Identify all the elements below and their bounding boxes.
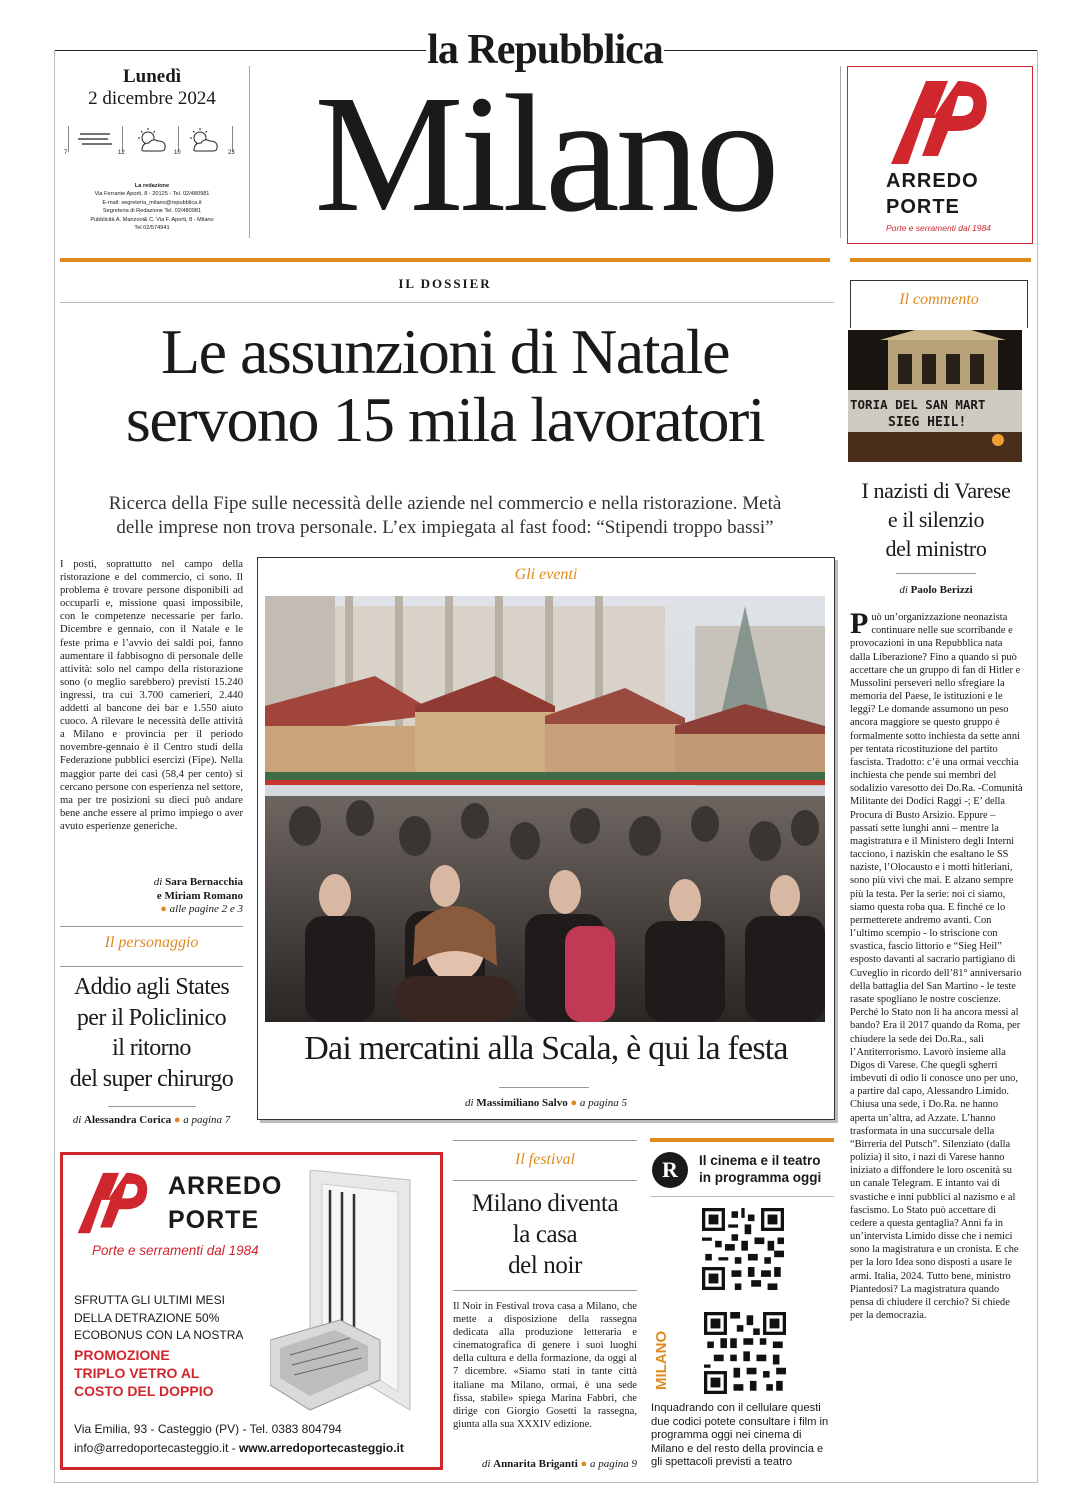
byline-author: Massimiliano Salvo xyxy=(476,1097,568,1109)
section-divider xyxy=(60,926,243,927)
events-headline[interactable]: Dai mercatini alla Scala, è qui la festa xyxy=(304,1030,788,1067)
christmas-market-illustration xyxy=(265,596,825,1022)
ad-brand-line: ARREDO xyxy=(168,1172,283,1200)
milano-vertical-label xyxy=(650,1310,672,1392)
cinema-title-line: Il cinema e il teatro xyxy=(699,1153,821,1168)
weather-temp: 10 xyxy=(174,150,181,156)
commento-headline[interactable] xyxy=(848,476,1024,563)
qr-code-theatre[interactable] xyxy=(704,1312,786,1394)
personaggio-byline xyxy=(60,1114,243,1126)
cinema-body: Inquadrando con il cellulare questi due codici potete consultare i film in programma oggi nei cinema di Milano e del resto della provincia e gli spettacoli previsti a teatro xyxy=(651,1402,829,1468)
ad-website-link[interactable]: www.arredoportecasteggio.it xyxy=(238,1441,404,1455)
qr-code-cinema[interactable] xyxy=(702,1208,784,1290)
festival-body: Il Noir in Festival trova casa a Milano, che mette a disposizione della rassegna dedicata alla produzione letteraria e cinematografica di genere i suoi luoghi della cultura e della formazione, da oggi al 7 dicembre. «Siamo stati in tante città italiane ma Milano, ormai, è una sede fissa, stabile» spiega Marina Fabbri, che dirige con Giorgio Gosetti la rassegna, giunta alla sua XXXIV edizione. xyxy=(453,1301,637,1430)
cinema-title xyxy=(699,1152,833,1186)
bullet-icon: ● xyxy=(160,903,167,915)
newsroom-line: Tel 02/574941 xyxy=(134,225,170,232)
newsroom-title: La redazione xyxy=(134,183,170,189)
headline-line: del noir xyxy=(508,1252,582,1279)
ad-promo-line: COSTO DEL DOPPIO xyxy=(74,1383,214,1399)
festival-label: Il festival xyxy=(515,1151,575,1168)
ad-body-line: ECOBONUS CON LA NOSTRA xyxy=(74,1328,244,1342)
banner-text-line: SIEG HEIL! xyxy=(888,415,967,430)
byline-conjunction: e xyxy=(156,889,162,902)
weather-divider xyxy=(232,126,233,152)
byline-di: di xyxy=(481,1458,491,1470)
section-divider xyxy=(453,1140,637,1141)
section-divider xyxy=(453,1290,637,1291)
byline-di: di xyxy=(72,1114,82,1126)
lead-byline xyxy=(60,876,243,917)
brand-name: la Repubblica xyxy=(427,27,663,73)
headline-line: del super chirurgo xyxy=(69,1065,234,1092)
events-label: Gli eventi xyxy=(514,566,578,583)
date-box xyxy=(62,66,242,110)
issue-date: 2 dicembre 2024 xyxy=(88,88,216,109)
ad-body xyxy=(74,1292,284,1345)
personaggio-headline[interactable] xyxy=(60,972,243,1094)
headline-line: servono 15 mila lavoratori xyxy=(125,384,765,455)
page-reference-link[interactable]: alle pagine 2 e 3 xyxy=(169,903,243,915)
newsroom-contacts xyxy=(62,182,242,232)
commento-byline xyxy=(848,584,1024,596)
ad-body-line: DELLA DETRAZIONE 50% xyxy=(74,1310,220,1325)
page-bottom-rule xyxy=(54,1482,1038,1483)
newsroom-line: Pubblicità A. Manzoni& C. Via F. Aporti, 8 - Milano xyxy=(90,216,214,223)
byline-rule xyxy=(108,1106,196,1107)
byline-author: Annarita Briganti xyxy=(493,1458,578,1470)
window-frame-illustration xyxy=(270,1170,430,1420)
commento-body-text: uò un’organizzazione neonazista continuare nelle sue scorribande e provocazioni in una Repubblica nata dalla Liberazione? Fino a quando si può accettare che un gruppo di fan di Hitler e Mussolini perseveri nello sfregiare la memoria del Paese, le istituzioni e le leggi? Le domande assumono un peso ancora maggiore se questo gruppo è formalmente sotto inchiesta da sette anni per tentata ricostituzione del partito fascista. Tradotto: c’è una ormai vecchia inchiesta che pende sui membri del sodalizio varesotto dei Do.Ra. -Comunità Militante dei Dodici Raggi -; E’ della Procura di Busto Arsizio. Eppure – passati sette lunghi anni – mentre la magistratura e il Ministero degli Interni tacciono, i naziskin che esaltano le SS naziste, l’Olocausto e i motti hitleriani, sono più vivi che mai. E alzano sempre più la testa. Per la serie: noi ci siamo, siamo questa roba qua. E finché ce lo permetterete andremo avanti. Con l’ultimo scempio - lo striscione con svastica, fascio littorio e “Sieg Heil” esposto davanti al sacrario partigiano di Cuveglio in ricordo dell’81° anniversario della battaglia del San Martino - le teste rasate spogliano le nostre coscienze. Perché lo Stato non li ha ancora messi al bando? Era il 2017 quando da Roma, per chiudere la sede dei Do.Ra., salì l’Antiterrorismo. Lavorò insieme alla Digos di Varese. Che quegli sgherri imbevuti di odio li conosce uno per uno, a partire dal capo, Alessandro Limido. Chiusa una sede, i Do.Ra. ne hanno aperta un’altra, ad Azzate. L’hanno trasformata in una succursale della “Birreria del Putsch”. Silenziato (dalla polizia) il sito, i nazi di Varese hanno iniziato a diffondere le loro oscenità su un canale Telegram. E intanto vai di svastiche e inni pubblici al nazismo e al fascismo. Lo Stato può accettare di cedere a questa gentaglia? Anni fa in un’intervista Limido disse che i nemici sono la magistratura e un cronista. E che per la loro Idea sono disposti a usare le armi. Italia, 2024. Tutto bene, ministro Piantedosi? La magistratura quando pensa di chiudere il cerchio? Si chiede per la democrazia. xyxy=(850,612,1023,1322)
section-kicker: IL DOSSIER xyxy=(398,276,492,291)
ad-email[interactable]: info@arredoportecasteggio.it - xyxy=(74,1441,239,1455)
lead-article-body: I posti, soprattutto nel campo della ristorazione e del commercio, ci sono. Il problema è trovare persone disponibili ad occuparli e, missione quasi impossibile, con le competenze necessarie per farlo. Dicembre e gennaio, con il Natale e le feste prima e l’avvio dei saldi poi, fanno aumentare il fabbisogno di personale delle attività: solo nel campo della ristorazione sono (o meglio sarebbero) previsti 15.240 ingressi, tra cui 3.700 camerieri, 2.440 addetti al bancone dei bar e 1.550 aiuto cuoco. A rilevare le necessità delle attività a Milano e provincia per il periodo novembre-gennaio è il Centro studi della Federazione pubblici esercizi (Fipe). Nella maggior parte dei casi (58,4 per cento) si cercano persone con esperienza nel settore, ma per tre posizioni su dieci può andare bene anche essere al primo impiego o aver avuto esperienze generiche. xyxy=(60,559,243,832)
masthead-rule-right xyxy=(664,50,1038,51)
ad-promo-line: PROMOZIONE xyxy=(74,1347,170,1363)
byline-author: Sara Bernacchia xyxy=(165,876,243,888)
subhead-line: Ricerca della Fipe sulle necessità delle aziende nel commercio e nella ristorazione. Metà xyxy=(108,493,782,514)
masthead-rule-left xyxy=(54,50,426,51)
page-reference-link[interactable]: a pagina 9 xyxy=(589,1458,637,1470)
ad-contacts xyxy=(74,1420,434,1458)
personaggio-label: Il personaggio xyxy=(104,934,199,951)
weather-temp: 12 xyxy=(118,150,125,156)
headline-line: I nazisti di Varese xyxy=(861,478,1011,503)
newsroom-line: Via Ferrante Aporti, 8 - 20125 - Tel. 02/480981 xyxy=(94,191,210,198)
headline-line: e il silenzio xyxy=(887,507,985,532)
headline-line: del ministro xyxy=(885,536,987,561)
main-headline[interactable] xyxy=(60,318,830,454)
arredo-porte-logo xyxy=(886,76,996,166)
commento-body xyxy=(850,607,1024,1322)
byline-di: di xyxy=(899,584,908,596)
ad-body-line: SFRUTTA GLI ULTIMI MESI xyxy=(74,1293,225,1307)
commento-label: Il commento xyxy=(899,291,979,308)
byline-author: Paolo Berizzi xyxy=(910,584,973,596)
byline-di: di xyxy=(153,876,163,888)
page-reference-link[interactable]: a pagina 5 xyxy=(579,1097,627,1109)
bullet-icon: ● xyxy=(580,1458,588,1470)
weather-divider xyxy=(122,126,123,152)
newsroom-line: Segreteria di Redazione Tel. 02/480981 xyxy=(102,208,202,215)
ad-brand-line: PORTE xyxy=(886,196,960,218)
page-reference-link[interactable]: a pagina 7 xyxy=(183,1114,231,1126)
page-border-left xyxy=(54,50,55,1482)
ad-address: Via Emilia, 93 - Casteggio (PV) - Tel. 0383 804794 xyxy=(74,1422,342,1436)
section-rule xyxy=(60,258,830,262)
cinema-divider xyxy=(650,1196,834,1197)
banner-text-line: TORIA DEL SAN MART xyxy=(850,397,986,412)
arredo-porte-logo xyxy=(74,1166,154,1238)
partly-cloudy-icon xyxy=(186,128,222,154)
weather-temp: 7 xyxy=(64,150,68,156)
ad-brand-line: ARREDO xyxy=(886,170,979,192)
headline-line: il ritorno xyxy=(112,1035,191,1061)
christmas-market-photo[interactable] xyxy=(265,596,825,1022)
cinema-title-line: in programma oggi xyxy=(699,1170,822,1185)
byline-author: Miriam Romano xyxy=(164,889,243,902)
fog-icon xyxy=(76,130,114,150)
repubblica-logo-icon: R xyxy=(652,1152,688,1188)
main-subheadline xyxy=(60,492,830,540)
neonazi-banner-photo[interactable] xyxy=(848,330,1022,462)
headline-line: Milano diventa xyxy=(471,1190,619,1217)
section-rule xyxy=(850,258,1031,262)
banner-photo-illustration xyxy=(848,330,1022,462)
drop-cap: P xyxy=(850,607,869,640)
byline-rule xyxy=(896,573,976,574)
masthead-divider xyxy=(249,66,250,238)
weather-temp: 23 xyxy=(228,150,235,156)
festival-byline xyxy=(453,1458,637,1470)
newsroom-line: E-mail: segreteria_milano@repubblica.it xyxy=(102,199,202,206)
ad-tagline: Porte e serramenti dal 1984 xyxy=(92,1243,259,1258)
edition-city-title: Milano xyxy=(314,61,776,247)
headline-line: Addio agli States xyxy=(73,974,230,1000)
section-divider xyxy=(453,1180,637,1181)
milano-side-text: MILANO xyxy=(653,1330,670,1390)
page-border-right xyxy=(1037,50,1038,1482)
headline-line: la casa xyxy=(512,1221,578,1248)
bullet-icon: ● xyxy=(173,1114,181,1126)
ad-promo-line: TRIPLO VETRO AL xyxy=(74,1365,200,1381)
partly-cloudy-icon xyxy=(134,128,170,154)
bullet-icon: ● xyxy=(570,1097,578,1109)
byline-rule xyxy=(499,1087,589,1088)
events-byline xyxy=(257,1097,835,1109)
weekday: Lunedì xyxy=(122,66,182,87)
byline-author: Alessandra Corica xyxy=(84,1114,172,1126)
headline-line: per il Policlinico xyxy=(76,1004,227,1031)
masthead-divider xyxy=(840,66,841,238)
byline-di: di xyxy=(465,1097,474,1109)
weather-divider xyxy=(178,126,179,152)
subhead-line: delle imprese non trova personale. L’ex impiegata al fast food: “Stipendi troppo bassi” xyxy=(116,517,774,538)
ad-tagline: Porte e serramenti dal 1984 xyxy=(886,223,991,233)
weather-divider xyxy=(68,126,69,152)
kicker-underline xyxy=(60,302,834,303)
ad-brand-line: PORTE xyxy=(168,1206,260,1234)
headline-line: Le assunzioni di Natale xyxy=(161,316,729,387)
section-divider xyxy=(60,966,243,967)
ad-promo xyxy=(74,1346,274,1400)
section-rule xyxy=(650,1138,834,1142)
festival-headline[interactable] xyxy=(453,1188,637,1281)
